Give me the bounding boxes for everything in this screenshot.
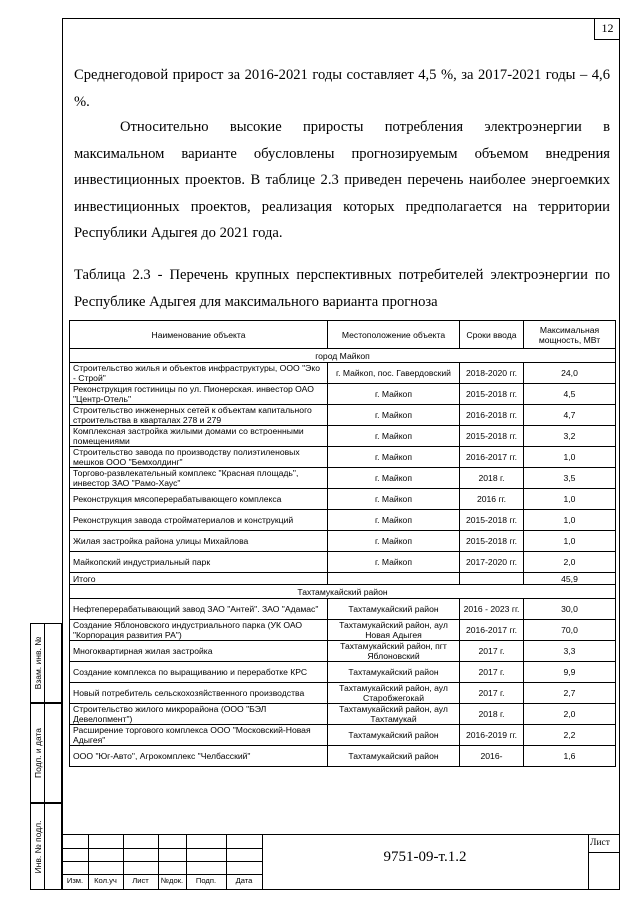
cell-location: г. Майкоп, пос. Гавердовский [328, 363, 460, 384]
table-row [70, 510, 616, 531]
cell-power: 2,0 [524, 552, 616, 573]
page-number: 12 [594, 18, 620, 40]
cell-term: 2017 г. [460, 662, 524, 683]
cell-location: Тахтамукайский район [328, 599, 460, 620]
cell-term: 2017 г. [460, 641, 524, 662]
cell-term: 2015-2018 гг. [460, 384, 524, 405]
cell-location: Тахтамукайский район, аул Новая Адыгея [328, 620, 460, 641]
header-term: Сроки ввода [460, 321, 524, 349]
table-row [70, 725, 616, 746]
side-label-inventory: Инв. № подл. [32, 820, 43, 873]
paragraph-investment: Относительно высокие приросты потребления электроэнергии в максимальном варианте обусловлены прогнозируемым объемом внедрения инвестиционных проектов. В таблице 2.3 приведен перечень наиболее энергоемких инвестиционных проектов, реализация которых предполагается на территории Республики Адыгея до 2021 года. [74, 119, 610, 241]
cell-power: 3,5 [524, 468, 616, 489]
cell-power: 1,0 [524, 531, 616, 552]
cell-name: Строительство завода по производству полиэтиленовых мешков ООО "Бемхолдинг" [70, 447, 328, 468]
cell-location: г. Майкоп [328, 426, 460, 447]
cell-name: Строительство жилого микрорайона (ООО "БЭЛ Девелопмент") [70, 704, 328, 725]
table-row [70, 363, 616, 384]
cell-power: 70,0 [524, 620, 616, 641]
cell-power: 3,2 [524, 426, 616, 447]
cell-location: Тахтамукайский район, пгт Яблоновский [328, 641, 460, 662]
group-row [70, 585, 616, 599]
table-row [70, 405, 616, 426]
table-row [70, 489, 616, 510]
cell-location: г. Майкоп [328, 552, 460, 573]
cell-name: Реконструкция гостиницы по ул. Пионерская. инвестор ОАО "Центр-Отель" [70, 384, 328, 405]
cell-location: г. Майкоп [328, 531, 460, 552]
cell-name: Строительство инженерных сетей к объектам капитального строительства в кварталах 278 и 279 [70, 405, 328, 426]
cell-power: 2,0 [524, 704, 616, 725]
total-empty-1 [328, 573, 460, 585]
cell-term: 2016 гг. [460, 489, 524, 510]
cell-name: ООО "Юг-Авто", Агрокомплекс "Челбасский" [70, 746, 328, 767]
cell-term: 2018 г. [460, 704, 524, 725]
cell-power: 3,3 [524, 641, 616, 662]
total-row [70, 573, 616, 585]
header-power: Максимальная мощность, МВт [524, 321, 616, 349]
cell-name: Реконструкция завода стройматериалов и конструкций [70, 510, 328, 531]
cell-term: 2016-2017 гг. [460, 447, 524, 468]
cell-term: 2016- [460, 746, 524, 767]
cell-name: Майкопский индустриальный парк [70, 552, 328, 573]
cell-power: 4,5 [524, 384, 616, 405]
cell-location: г. Майкоп [328, 384, 460, 405]
stamp-label-count: Кол.уч [94, 876, 117, 885]
cell-name: Реконструкция мясоперерабатывающего комплекса [70, 489, 328, 510]
cell-name: Строительство жилья и объектов инфраструктуры, ООО "Эко - Строй" [70, 363, 328, 384]
stamp-label-change: Изм. [66, 876, 84, 885]
cell-power: 9,9 [524, 662, 616, 683]
cell-name: Создание комплекса по выращиванию и переработке КРС [70, 662, 328, 683]
table-row [70, 620, 616, 641]
cell-term: 2015-2018 гг. [460, 426, 524, 447]
header-location: Местоположение объекта [328, 321, 460, 349]
cell-power: 1,0 [524, 489, 616, 510]
group-title: Тахтамукайский район [70, 585, 616, 599]
table-body [70, 349, 616, 767]
table-row [70, 683, 616, 704]
table-row [70, 552, 616, 573]
header-name: Наименование объекта [70, 321, 328, 349]
cell-location: г. Майкоп [328, 489, 460, 510]
title-block [62, 834, 620, 890]
stamp-label-date: Дата [235, 876, 253, 885]
cell-term: 2018 г. [460, 468, 524, 489]
side-stamp-sign [30, 703, 62, 803]
cell-term: 2016-2018 гг. [460, 405, 524, 426]
cell-name: Расширение торгового комплекса ООО "Московский-Новая Адыгея" [70, 725, 328, 746]
cell-location: Тахтамукайский район [328, 725, 460, 746]
cell-location: Тахтамукайский район [328, 746, 460, 767]
group-row [70, 349, 616, 363]
cell-power: 1,0 [524, 510, 616, 531]
table-row [70, 662, 616, 683]
cell-location: Тахтамукайский район [328, 662, 460, 683]
cell-name: Торгово-развлекательный комплекс "Красная площадь", инвестор ЗАО "Рамо-Хаус" [70, 468, 328, 489]
cell-power: 1,0 [524, 447, 616, 468]
cell-name: Жилая застройка района улицы Михайлова [70, 531, 328, 552]
table-row [70, 704, 616, 725]
side-label-replace: Взам. инв. № [32, 636, 43, 690]
cell-location: Тахтамукайский район, аул Старобжегокай [328, 683, 460, 704]
cell-term: 2017 г. [460, 683, 524, 704]
table-row [70, 468, 616, 489]
total-value: 45,9 [524, 573, 616, 585]
side-stamp-replace [30, 623, 62, 703]
table-row [70, 384, 616, 405]
cell-term: 2017-2020 гг. [460, 552, 524, 573]
cell-name: Многоквартирная жилая застройка [70, 641, 328, 662]
table-row [70, 531, 616, 552]
table-row [70, 746, 616, 767]
cell-power: 2,7 [524, 683, 616, 704]
paragraph-growth: Среднегодовой прирост за 2016-2021 годы составляет 4,5 %, за 2017-2021 годы – 4,6 %. [74, 67, 610, 110]
document-code: 9751-09-т.1.2 [383, 849, 467, 865]
cell-term: 2016-2019 гг. [460, 725, 524, 746]
table-row [70, 641, 616, 662]
sheet-label: Лист [590, 838, 610, 848]
table-caption: Таблица 2.3 - Перечень крупных перспективных потребителей электроэнергии по Республике Адыгея для максимального варианта прогноза [74, 267, 610, 310]
stamp-label-docnum: №док. [160, 876, 184, 885]
stamp-label-sheet: Лист [132, 876, 149, 885]
table-row [70, 447, 616, 468]
cell-term: 2018-2020 гг. [460, 363, 524, 384]
cell-location: г. Майкоп [328, 510, 460, 531]
cell-name: Создание Яблоновского индустриального парка (УК ОАО "Корпорация развития РА") [70, 620, 328, 641]
consumers-table [69, 320, 616, 767]
cell-location: г. Майкоп [328, 447, 460, 468]
cell-term: 2016-2017 гг. [460, 620, 524, 641]
table-header-row [70, 321, 616, 349]
cell-term: 2015-2018 гг. [460, 531, 524, 552]
cell-name: Нефтеперерабатывающий завод ЗАО "Антей". ЗАО "Адамас" [70, 599, 328, 620]
cell-power: 4,7 [524, 405, 616, 426]
cell-power: 24,0 [524, 363, 616, 384]
cell-power: 2,2 [524, 725, 616, 746]
side-stamp-inventory [30, 803, 62, 890]
total-empty-2 [460, 573, 524, 585]
cell-name: Комплексная застройка жилыми домами со встроенными помещениями [70, 426, 328, 447]
stamp-label-sign: Подп. [195, 876, 217, 885]
cell-power: 30,0 [524, 599, 616, 620]
cell-location: г. Майкоп [328, 405, 460, 426]
table-row [70, 426, 616, 447]
total-label: Итого [70, 573, 328, 585]
cell-power: 1,6 [524, 746, 616, 767]
cell-location: Тахтамукайский район, аул Тахтамукай [328, 704, 460, 725]
side-label-sign: Подп. и дата [32, 727, 43, 779]
cell-location: г. Майкоп [328, 468, 460, 489]
cell-term: 2016 - 2023 гг. [460, 599, 524, 620]
cell-name: Новый потребитель сельскохозяйственного производства [70, 683, 328, 704]
table-row [70, 599, 616, 620]
cell-term: 2015-2018 гг. [460, 510, 524, 531]
group-title: город Майкоп [70, 349, 616, 363]
